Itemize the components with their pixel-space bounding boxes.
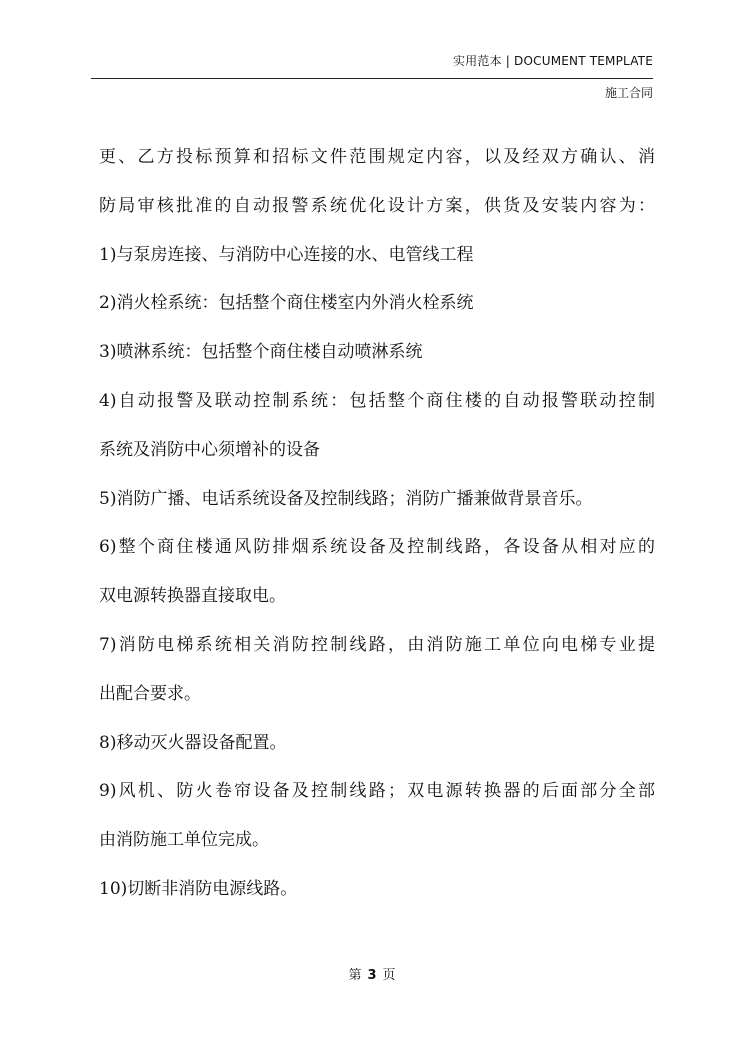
text-line: 6)整个商住楼通风防排烟系统设备及控制线路，各设备从相对应的 bbox=[99, 537, 655, 558]
text-line: 3)喷淋系统：包括整个商住楼自动喷淋系统 bbox=[99, 342, 423, 363]
header-divider bbox=[91, 78, 653, 79]
body-text bbox=[99, 133, 659, 914]
text-line: 10)切断非消防电源线路。 bbox=[99, 878, 298, 899]
page-suffix: 页 bbox=[382, 968, 396, 983]
text-line: 更、乙方投标预算和招标文件范围规定内容，以及经双方确认、消 bbox=[99, 147, 655, 167]
text-line: 1)与泵房连接、与消防中心连接的水、电管线工程 bbox=[99, 244, 474, 265]
page-number: 3 bbox=[367, 968, 377, 983]
header-subtitle: 施工合同 bbox=[604, 86, 653, 100]
text-line: 4)自动报警及联动控制系统：包括整个商住楼的自动报警联动控制 bbox=[99, 390, 655, 411]
page-footer bbox=[0, 964, 744, 983]
text-line: 2)消火栓系统：包括整个商住楼室内外消火栓系统 bbox=[99, 293, 474, 314]
text-line: 8)移动灭火器设备配置。 bbox=[99, 732, 287, 753]
page-prefix: 第 bbox=[348, 968, 362, 983]
text-line: 由消防施工单位完成。 bbox=[99, 830, 269, 851]
header-title: 实用范本 | DOCUMENT TEMPLATE bbox=[452, 54, 653, 68]
text-line: 5)消防广播、电话系统设备及控制线路；消防广播兼做背景音乐。 bbox=[99, 488, 593, 509]
text-line: 9)风机、防火卷帘设备及控制线路；双电源转换器的后面部分全部 bbox=[99, 781, 655, 802]
text-line: 防局审核批准的自动报警系统优化设计方案，供货及安装内容为： bbox=[99, 195, 655, 216]
text-line: 双电源转换器直接取电。 bbox=[99, 586, 286, 607]
text-line: 系统及消防中心须增补的设备 bbox=[99, 439, 320, 460]
text-line: 7)消防电梯系统相关消防控制线路，由消防施工单位向电梯专业提 bbox=[99, 634, 655, 655]
text-line: 出配合要求。 bbox=[99, 683, 201, 704]
